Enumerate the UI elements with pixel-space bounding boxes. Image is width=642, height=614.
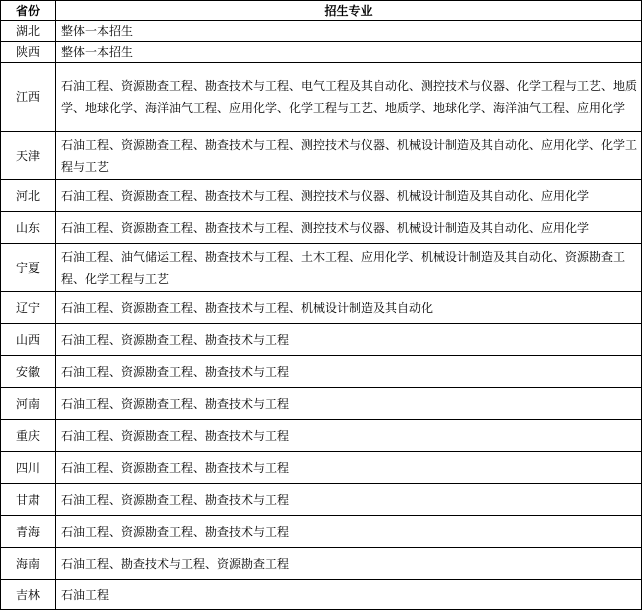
province-cell: 河南: [1, 388, 56, 420]
table-header-row: [1, 1, 642, 21]
table-row: [1, 292, 642, 324]
majors-cell: 石油工程、资源勘查工程、勘查技术与工程: [56, 420, 642, 452]
table-row: [1, 244, 642, 292]
province-cell: 陕西: [1, 42, 56, 63]
table-row: [1, 388, 642, 420]
table-row: [1, 452, 642, 484]
majors-cell: 整体一本招生: [56, 21, 642, 42]
majors-cell: 石油工程、资源勘查工程、勘查技术与工程: [56, 452, 642, 484]
table-row: [1, 42, 642, 63]
province-cell: 湖北: [1, 21, 56, 42]
majors-cell: 石油工程、资源勘查工程、勘查技术与工程、测控技术与仪器、机械设计制造及其自动化、应用化学、化学工程与工艺: [56, 132, 642, 180]
province-cell: 甘肃: [1, 484, 56, 516]
province-cell: 宁夏: [1, 244, 56, 292]
table-row: [1, 356, 642, 388]
majors-cell: 石油工程、资源勘查工程、勘查技术与工程、机械设计制造及其自动化: [56, 292, 642, 324]
province-cell: 青海: [1, 516, 56, 548]
majors-cell: 石油工程、资源勘查工程、勘查技术与工程: [56, 388, 642, 420]
header-province: 省份: [1, 1, 56, 21]
table-row: [1, 324, 642, 356]
table-row: [1, 420, 642, 452]
province-cell: 山东: [1, 212, 56, 244]
table-row: [1, 132, 642, 180]
province-cell: 山西: [1, 324, 56, 356]
province-cell: 安徽: [1, 356, 56, 388]
majors-cell: 整体一本招生: [56, 42, 642, 63]
table-row: [1, 180, 642, 212]
province-cell: 辽宁: [1, 292, 56, 324]
province-cell: 吉林: [1, 580, 56, 610]
province-cell: 重庆: [1, 420, 56, 452]
province-cell: 海南: [1, 548, 56, 580]
header-majors: 招生专业: [56, 1, 642, 21]
majors-cell: 石油工程、资源勘查工程、勘查技术与工程: [56, 484, 642, 516]
table-row: [1, 212, 642, 244]
majors-cell: 石油工程、资源勘查工程、勘查技术与工程、测控技术与仪器、机械设计制造及其自动化、应用化学: [56, 180, 642, 212]
majors-cell: 石油工程、资源勘查工程、勘查技术与工程: [56, 516, 642, 548]
table-row: [1, 548, 642, 580]
table-row: [1, 580, 642, 610]
province-cell: 河北: [1, 180, 56, 212]
majors-cell: 石油工程、资源勘查工程、勘查技术与工程、测控技术与仪器、机械设计制造及其自动化、应用化学: [56, 212, 642, 244]
table-row: [1, 484, 642, 516]
table-row: [1, 21, 642, 42]
majors-cell: 石油工程、资源勘查工程、勘查技术与工程、电气工程及其自动化、测控技术与仪器、化学工程与工艺、地质学、地球化学、海洋油气工程、应用化学、化学工程与工艺、地质学、地球化学、海洋油气工程、应用化学: [56, 63, 642, 132]
table-row: [1, 516, 642, 548]
province-cell: 江西: [1, 63, 56, 132]
majors-cell: 石油工程、资源勘查工程、勘查技术与工程: [56, 324, 642, 356]
majors-cell: 石油工程、勘查技术与工程、资源勘查工程: [56, 548, 642, 580]
majors-cell: 石油工程、油气储运工程、勘查技术与工程、土木工程、应用化学、机械设计制造及其自动化、资源勘查工程、化学工程与工艺: [56, 244, 642, 292]
province-cell: 四川: [1, 452, 56, 484]
table-row: [1, 63, 642, 132]
majors-cell: 石油工程: [56, 580, 642, 610]
province-cell: 天津: [1, 132, 56, 180]
majors-cell: 石油工程、资源勘查工程、勘查技术与工程: [56, 356, 642, 388]
